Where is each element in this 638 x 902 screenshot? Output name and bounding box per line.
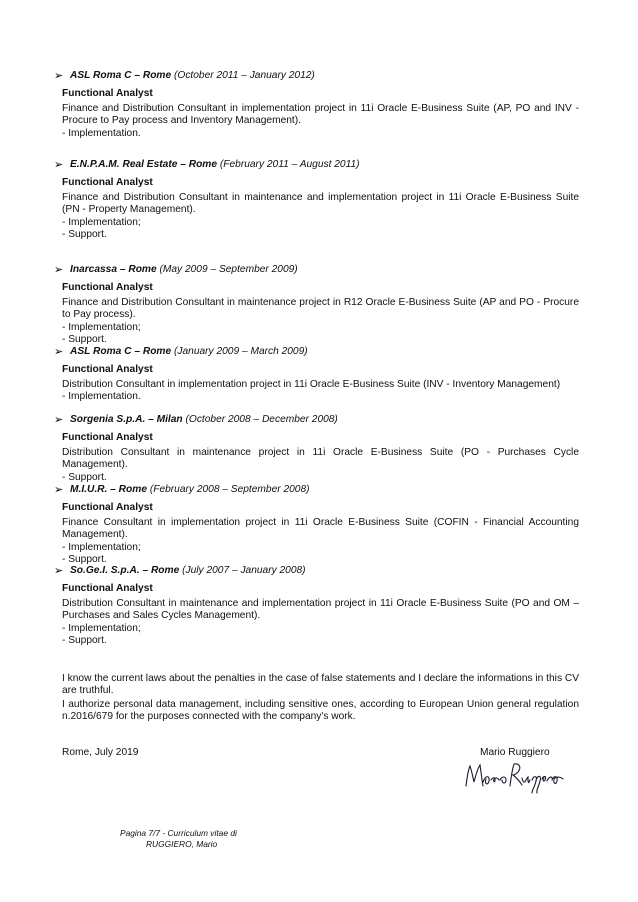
description: Distribution Consultant in implementation project in 11i Oracle E-Business Suite (INV - Inventory Management) bbox=[62, 379, 561, 390]
employer: Sorgenia S.p.A. – Milan bbox=[70, 414, 183, 425]
experience-heading bbox=[54, 69, 579, 83]
description: Finance and Distribution Consultant in maintenance and implementation project in 11i Oracle E-Business Suite (PN - Property Management). bbox=[62, 192, 579, 216]
task: - Implementation; bbox=[62, 216, 141, 228]
task: - Support. bbox=[62, 228, 107, 240]
task: - Support. bbox=[62, 471, 107, 483]
period: (July 2007 – January 2008) bbox=[182, 565, 306, 576]
task: - Implementation; bbox=[62, 622, 141, 634]
description: Finance Consultant in implementation project in 11i Oracle E-Business Suite (COFIN - Financial Accounting Management). bbox=[62, 517, 579, 541]
role: Functional Analyst bbox=[62, 177, 153, 188]
experience-heading bbox=[54, 263, 579, 277]
experience-entry bbox=[54, 158, 579, 241]
privacy-consent-statement: I authorize personal data management, including sensitive ones, according to European Union general regulation n.2016/679 for the purposes connected with the company's work. bbox=[62, 699, 579, 723]
arrowhead-bullet-icon: ➢ bbox=[54, 414, 64, 426]
task: - Support. bbox=[62, 634, 107, 646]
arrowhead-bullet-icon: ➢ bbox=[54, 70, 64, 82]
arrowhead-bullet-icon: ➢ bbox=[54, 565, 64, 577]
description: Distribution Consultant in maintenance project in 11i Oracle E-Business Suite (PO - Purchases Cycle Management). bbox=[62, 447, 579, 471]
truthfulness-statement: I know the current laws about the penalties in the case of false statements and I declare the informations in this CV are truthful. bbox=[62, 673, 580, 697]
employer: So.Ge.I. S.p.A. – Rome bbox=[70, 565, 180, 576]
role: Functional Analyst bbox=[62, 364, 153, 375]
employer: ASL Roma C – Rome bbox=[70, 70, 172, 81]
period: (October 2011 – January 2012) bbox=[174, 70, 315, 81]
experience-heading bbox=[54, 483, 579, 497]
employer: M.I.U.R. – Rome bbox=[70, 484, 147, 495]
employer: ASL Roma C – Rome bbox=[70, 346, 172, 357]
task: - Support. bbox=[62, 553, 107, 565]
place-and-date: Rome, July 2019 bbox=[62, 747, 139, 758]
arrowhead-bullet-icon: ➢ bbox=[54, 346, 64, 358]
page-footer bbox=[120, 828, 237, 849]
description: Finance and Distribution Consultant in implementation project in 11i Oracle E-Business Suite (AP, PO and INV - Procure to Pay process and Inventory Management). bbox=[62, 103, 579, 127]
experience-entry bbox=[54, 564, 579, 647]
experience-heading bbox=[54, 564, 579, 578]
task: - Implementation; bbox=[62, 541, 141, 553]
experience-entry bbox=[54, 69, 579, 140]
task: - Support. bbox=[62, 333, 107, 345]
period: (May 2009 – September 2009) bbox=[159, 264, 298, 275]
role: Functional Analyst bbox=[62, 583, 153, 594]
description: Distribution Consultant in maintenance and implementation project in 11i Oracle E-Business Suite (PO and OM – Purchases and Sales Cycles Management). bbox=[62, 598, 579, 622]
role: Functional Analyst bbox=[62, 282, 153, 293]
arrowhead-bullet-icon: ➢ bbox=[54, 484, 64, 496]
role: Functional Analyst bbox=[62, 88, 153, 99]
experience-heading bbox=[54, 345, 579, 359]
handwritten-signature bbox=[462, 760, 572, 794]
role: Functional Analyst bbox=[62, 432, 153, 443]
experience-heading bbox=[54, 158, 579, 172]
period: (January 2009 – March 2009) bbox=[174, 346, 308, 357]
task: - Implementation. bbox=[62, 391, 141, 403]
period: (October 2008 – December 2008) bbox=[185, 414, 338, 425]
footer-line-1: Pagina 7/7 - Curriculum vitae di bbox=[120, 828, 237, 838]
period: (February 2011 – August 2011) bbox=[219, 159, 360, 170]
task: - Implementation. bbox=[62, 127, 141, 139]
arrowhead-bullet-icon: ➢ bbox=[54, 159, 64, 171]
experience-entry bbox=[54, 483, 579, 566]
experience-heading bbox=[54, 413, 579, 427]
experience-entry bbox=[54, 413, 579, 484]
signer-name: Mario Ruggiero bbox=[480, 747, 550, 758]
description: Finance and Distribution Consultant in maintenance project in R12 Oracle E-Business Suite (AP and PO - Procure to Pay process). bbox=[62, 297, 579, 321]
role: Functional Analyst bbox=[62, 502, 153, 513]
experience-entry bbox=[54, 263, 579, 346]
period: (February 2008 – September 2008) bbox=[149, 484, 310, 495]
arrowhead-bullet-icon: ➢ bbox=[54, 264, 64, 276]
experience-entry bbox=[54, 345, 579, 404]
employer: Inarcassa – Rome bbox=[70, 264, 157, 275]
footer-line-2: RUGGIERO, Mario bbox=[146, 838, 218, 849]
task: - Implementation; bbox=[62, 321, 141, 333]
employer: E.N.P.A.M. Real Estate – Rome bbox=[70, 159, 218, 170]
